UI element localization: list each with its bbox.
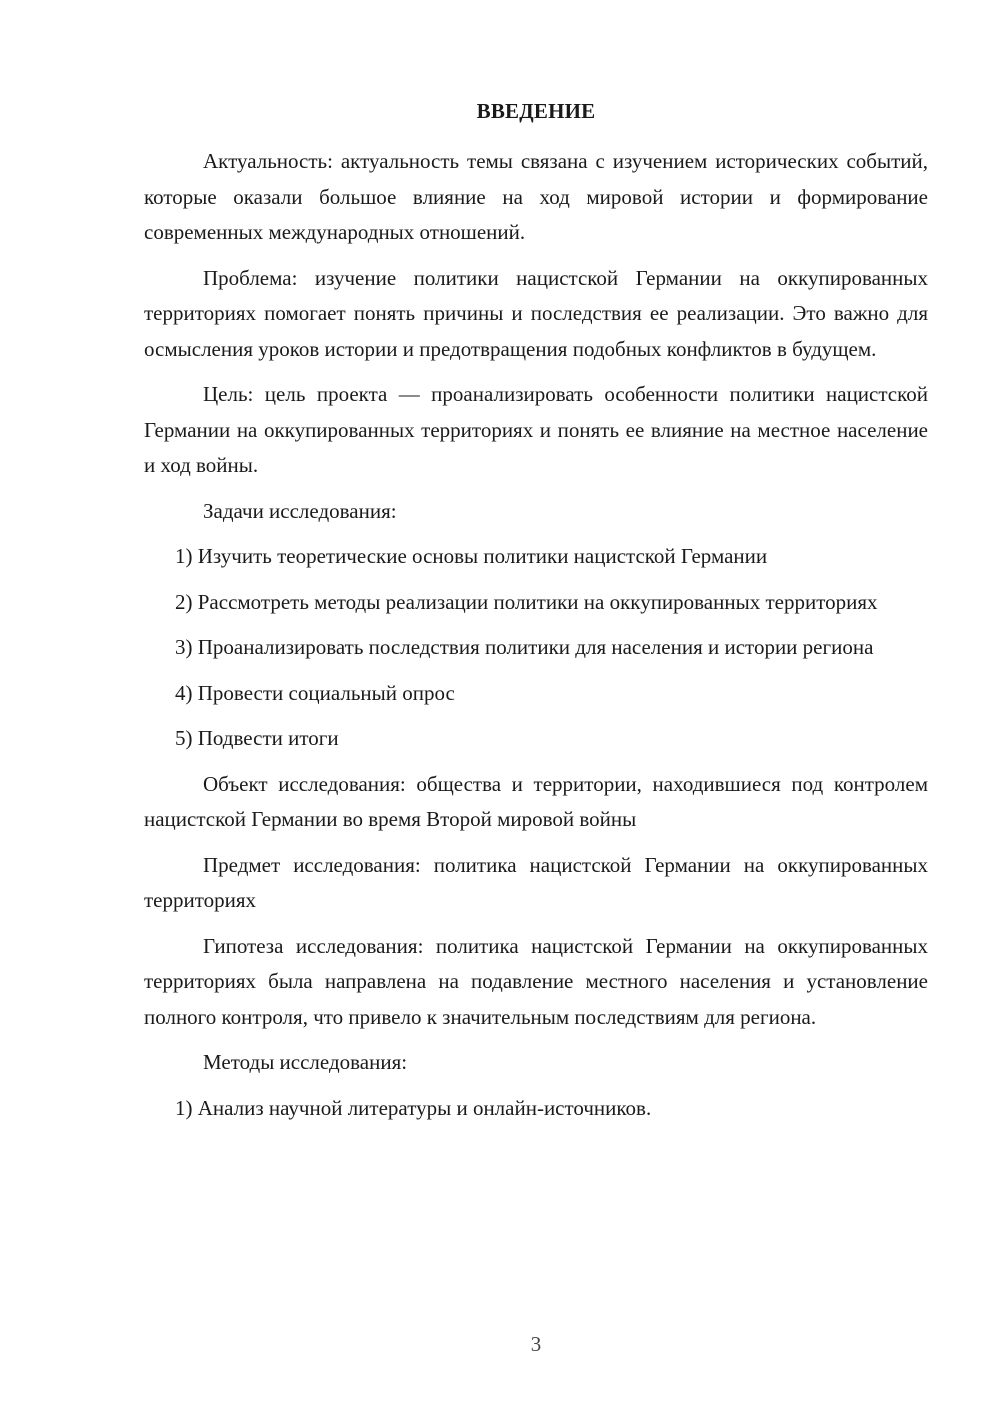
goal-paragraph: Цель: цель проекта — проанализировать особенности политики нацистской Германии на оккупированных территориях и понять ее влияние на местное население и ход войны. bbox=[144, 382, 928, 477]
task-item: 1) Изучить теоретические основы политики нацистской Германии bbox=[175, 544, 768, 568]
methods-heading: Методы исследования: bbox=[203, 1050, 408, 1074]
page-number: 3 bbox=[530, 1332, 542, 1356]
relevance-paragraph: Актуальность: актуальность темы связана с изучением исторических событий, которые оказали большое влияние на ход мировой истории и формирование современных международных отношений. bbox=[144, 149, 928, 244]
section-title: ВВЕДЕНИЕ bbox=[476, 99, 596, 123]
task-item: 5) Подвести итоги bbox=[175, 726, 339, 750]
object-paragraph: Объект исследования: общества и территории, находившиеся под контролем нацистской Германии во время Второй мировой войны bbox=[144, 771, 928, 831]
subject-paragraph: Предмет исследования: политика нацистской Германии на оккупированных территориях bbox=[144, 852, 928, 912]
document-page bbox=[144, 96, 928, 1136]
tasks-heading: Задачи исследования: bbox=[203, 498, 397, 523]
problem-paragraph: Проблема: изучение политики нацистской Германии на оккупированных территориях помогает понять причины и последствия ее реализации. Это важно для осмысления уроков истории и предотвращения подобных конфликтов в будущем. bbox=[144, 265, 928, 361]
task-item: 3) Проанализировать последствия политики для населения и истории региона bbox=[175, 635, 874, 659]
task-item: 2) Рассмотреть методы реализации политики на оккупированных территориях bbox=[175, 589, 878, 614]
method-item: 1) Анализ научной литературы и онлайн-источников. bbox=[175, 1095, 652, 1120]
task-item: 4) Провести социальный опрос bbox=[175, 680, 455, 705]
hypothesis-paragraph: Гипотеза исследования: политика нацистской Германии на оккупированных территориях была направлена на подавление местного населения и установление полного контроля, что привело к значительным последствиям для региона. bbox=[144, 933, 928, 1029]
